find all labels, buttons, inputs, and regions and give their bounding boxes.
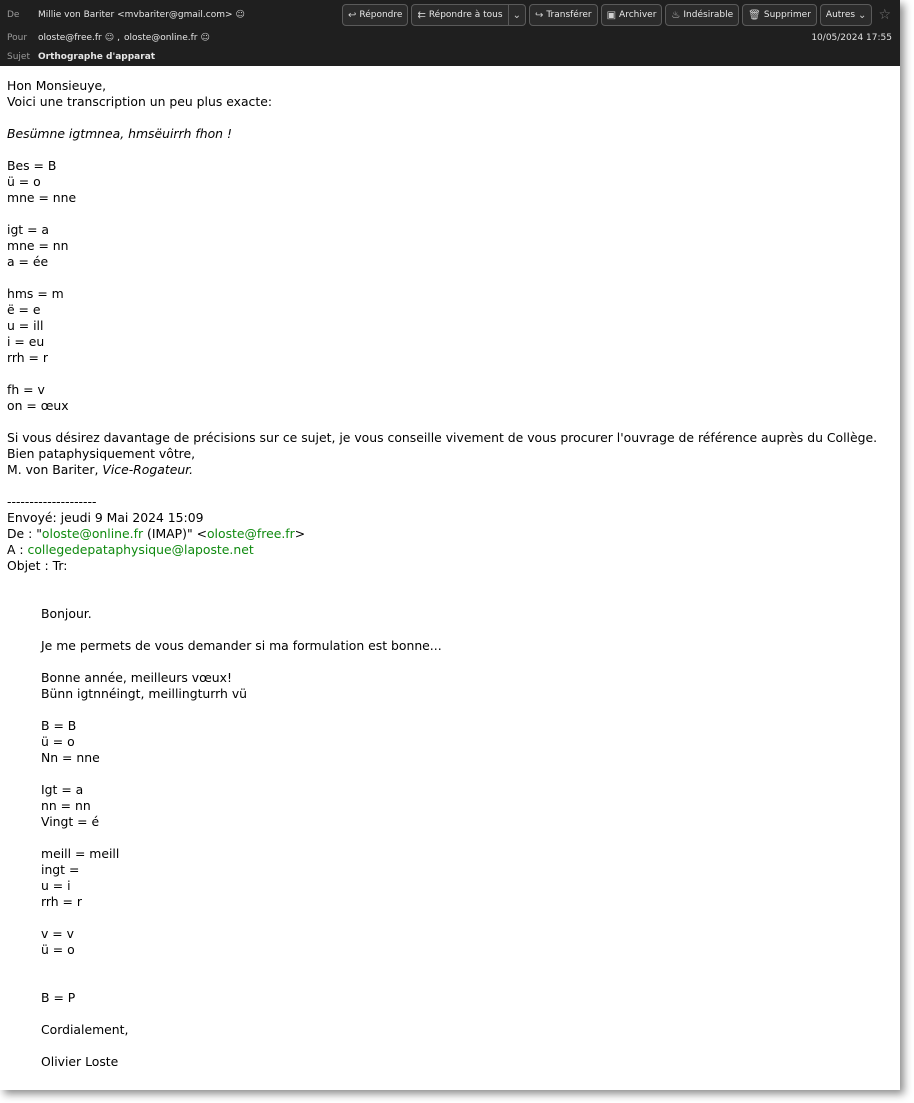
forward-button[interactable] <box>529 4 598 26</box>
map-line: a = ée <box>7 254 49 269</box>
to-label: Pour <box>7 33 28 43</box>
from-label: De <box>7 10 20 20</box>
reply-options-dropdown[interactable] <box>509 4 526 26</box>
closing-advice: Si vous désirez davantage de précisions sur ce sujet, je vous conseille vivement de vous procurer l'ouvrage de référence auprès du Collège. <box>7 430 878 445</box>
reply-all-icon: ⇇ <box>417 9 426 21</box>
to-link[interactable]: collegedepataphysique@laposte.net <box>27 542 254 557</box>
reply-all-button[interactable] <box>411 4 508 26</box>
archive-label: Archiver <box>619 10 657 20</box>
star-icon[interactable]: ☆ <box>878 7 891 23</box>
flame-icon: ♨ <box>671 9 681 21</box>
map-line: Bes = B <box>7 158 57 173</box>
quoted-map-line: Nn = nne <box>41 750 100 765</box>
add-contact-icon[interactable]: ☺ <box>104 33 115 43</box>
quoted-map-line: meill = meill <box>41 846 120 861</box>
archive-button[interactable] <box>601 4 663 26</box>
map-line: fh = v <box>7 382 45 397</box>
quoted-map-line: B = P <box>41 990 76 1005</box>
map-line: ë = e <box>7 302 41 317</box>
map-line: igt = a <box>7 222 50 237</box>
subject-value: Orthographe d'apparat <box>38 52 156 62</box>
map-line: mne = nne <box>7 190 77 205</box>
quoted-map-line: ü = o <box>41 942 75 957</box>
from-address[interactable]: Millie von Bariter <mvbariter@gmail.com> <box>38 10 233 20</box>
from-row <box>0 4 900 26</box>
chevron-down-icon: ⌄ <box>858 9 867 21</box>
junk-button[interactable] <box>665 4 739 26</box>
forward-label: Transférer <box>546 10 592 20</box>
forward-to: A : collegedepataphysique@laposte.net <box>7 542 254 557</box>
reply-all-label: Répondre à tous <box>428 10 503 20</box>
quoted-map-line: Vingt = é <box>41 814 100 829</box>
quoted-wish-transcribed: Bünn igtnnéingt, meillingturrh vü <box>41 686 248 701</box>
reply-all-group <box>411 4 526 26</box>
quoted-wish: Bonne année, meilleurs vœux! <box>41 670 232 685</box>
intro: Voici une transcription un peu plus exacte: <box>7 94 273 109</box>
archive-icon: ▣ <box>606 9 617 21</box>
trash-icon: 🗑 <box>748 9 761 21</box>
junk-label: Indésirable <box>683 10 734 20</box>
to-row <box>0 29 900 47</box>
more-label: Autres <box>825 10 856 20</box>
quoted-regards: Cordialement, <box>41 1022 129 1037</box>
add-contact-icon[interactable]: ☺ <box>235 10 245 20</box>
message-date: 10/05/2024 17:55 <box>811 33 892 43</box>
quoted-map-line: nn = nn <box>41 798 91 813</box>
forward-from: De : "oloste@online.fr (IMAP)" <oloste@free.fr> <box>7 526 306 541</box>
quoted-map-line: ingt = <box>41 862 80 877</box>
greeting: Hon Monsieuye, <box>7 78 107 93</box>
more-button[interactable] <box>820 4 873 26</box>
forward-subject: Objet : Tr: <box>7 558 68 573</box>
quoted-map-line: ü = o <box>41 734 75 749</box>
to-values: oloste@free.fr ☺ , oloste@online.fr ☺ <box>38 33 210 43</box>
from-link-free[interactable]: oloste@free.fr <box>206 526 295 541</box>
map-line: mne = nn <box>7 238 69 253</box>
quoted-map-line: rrh = r <box>41 894 82 909</box>
to-address-2[interactable]: oloste@online.fr <box>124 33 198 43</box>
quoted-hello: Bonjour. <box>41 606 92 621</box>
message-body <box>0 66 900 1070</box>
subject-label: Sujet <box>7 52 30 62</box>
reply-label: Répondre <box>359 10 403 20</box>
delete-button[interactable] <box>742 4 817 26</box>
forward-sent: Envoyé: jeudi 9 Mai 2024 15:09 <box>7 510 204 525</box>
closing-salutation: Bien pataphysiquement vôtre, <box>7 446 196 461</box>
add-contact-icon[interactable]: ☺ <box>200 33 210 43</box>
forward-separator: -------------------- <box>7 494 97 509</box>
map-line: hms = m <box>7 286 64 301</box>
map-line: ü = o <box>7 174 41 189</box>
signature-title: Vice-Rogateur. <box>102 462 194 477</box>
reply-button[interactable] <box>342 4 408 26</box>
signature-name: M. von Bariter, <box>7 462 103 477</box>
from-link-online[interactable]: oloste@online.fr <box>41 526 144 541</box>
to-address-1[interactable]: oloste@free.fr <box>38 33 102 43</box>
quoted-map-line: B = B <box>41 718 77 733</box>
quoted-question: Je me permets de vous demander si ma formulation est bonne... <box>41 638 442 653</box>
reply-icon: ↩ <box>347 9 357 21</box>
message-header <box>0 0 900 66</box>
message-toolbar <box>342 4 894 26</box>
quoted-map-line: v = v <box>41 926 74 941</box>
map-line: i = eu <box>7 334 45 349</box>
chevron-down-icon: ⌄ <box>512 9 521 21</box>
forward-icon: ↪ <box>534 9 544 21</box>
subject-row <box>0 48 900 66</box>
map-line: rrh = r <box>7 350 48 365</box>
from-value[interactable] <box>38 10 248 20</box>
quoted-map-line: Igt = a <box>41 782 84 797</box>
transcription: Besümne igtmnea, hmsëuirrh fhon ! <box>7 126 232 141</box>
quoted-name: Olivier Loste <box>41 1054 119 1069</box>
signature <box>7 462 900 478</box>
quoted-map-line: u = i <box>41 878 71 893</box>
delete-label: Supprimer <box>763 10 811 20</box>
quoted-message <box>7 606 900 1070</box>
map-line: on = œux <box>7 398 69 413</box>
map-line: u = ill <box>7 318 44 333</box>
